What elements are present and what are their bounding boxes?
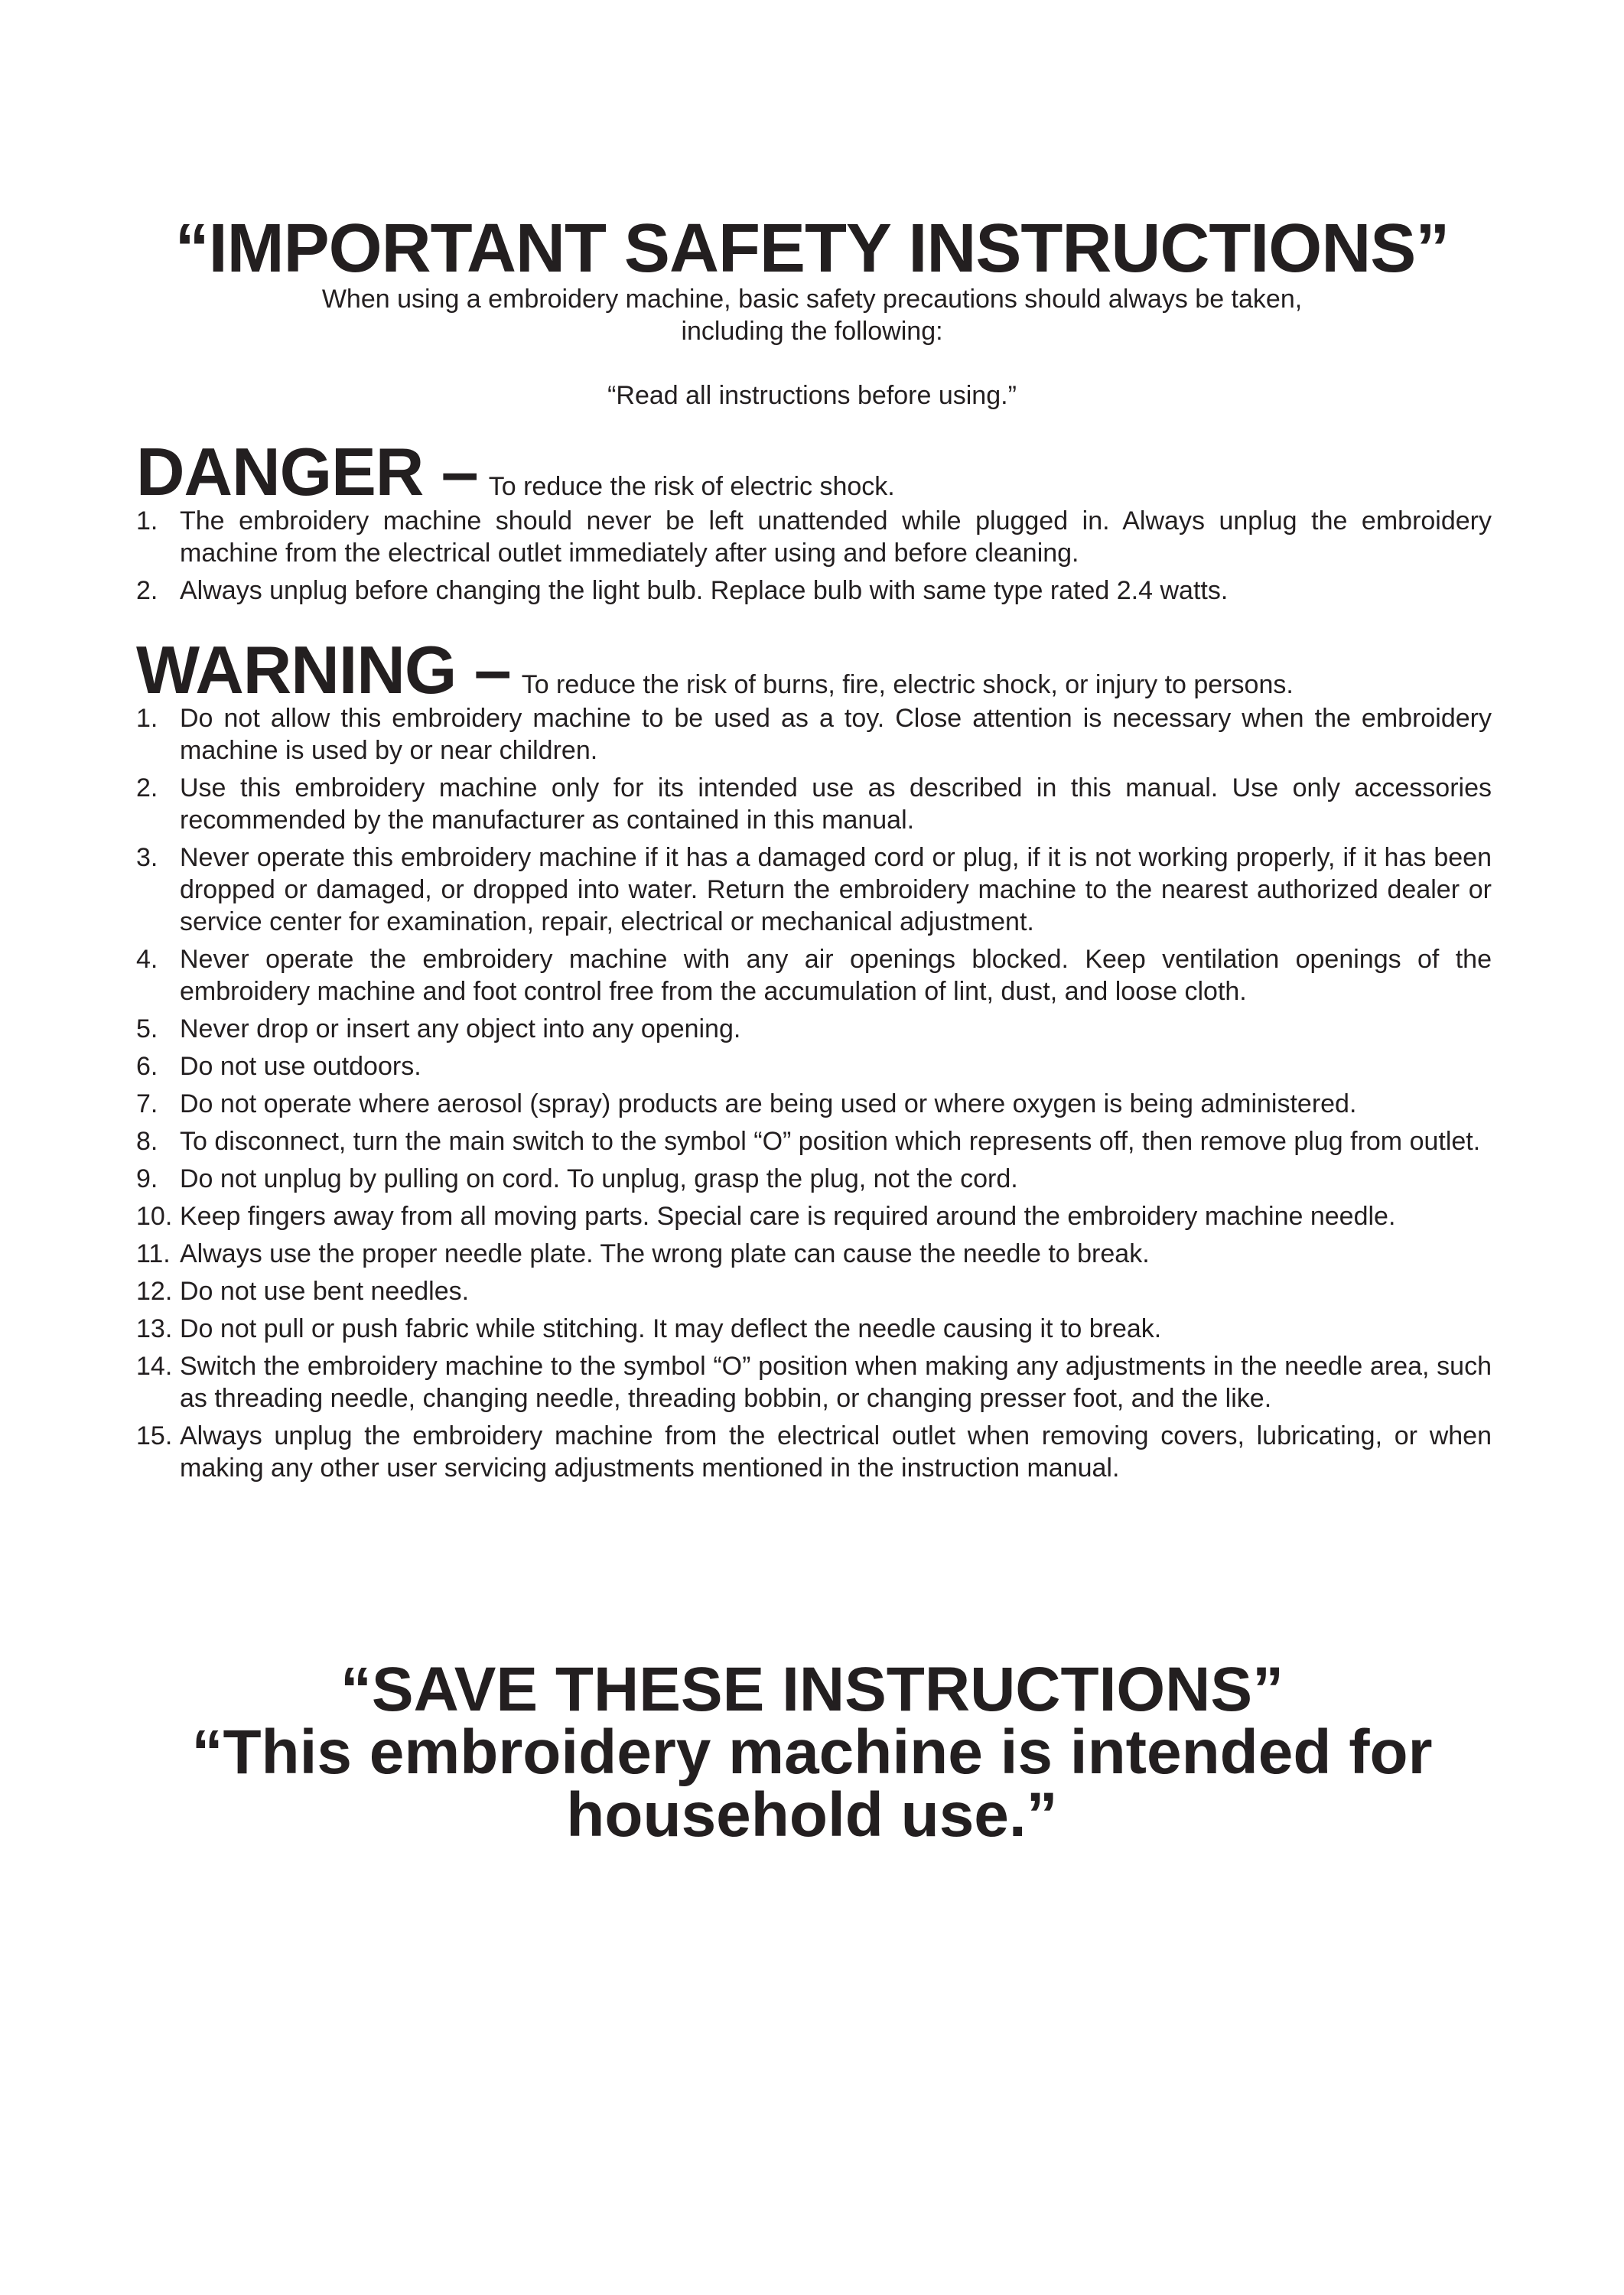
list-item (136, 1350, 1492, 1414)
save-instructions-heading: “SAVE THESE INSTRUCTIONS” (340, 1655, 1284, 1724)
list-item-text: Do not operate where aerosol (spray) products are being used or where oxygen is being administered. (180, 1089, 1357, 1118)
list-item-number: 15. (136, 1421, 173, 1450)
list-item-number: 11. (136, 1239, 171, 1268)
list-item (136, 1420, 1492, 1484)
household-use-line-2: household use.” (566, 1780, 1058, 1850)
list-item (136, 842, 1492, 938)
intro-text (0, 283, 1624, 347)
list-item-number: 9. (136, 1164, 158, 1193)
list-item (136, 1050, 1492, 1082)
list-item-number: 7. (136, 1089, 158, 1118)
list-item (136, 575, 1492, 607)
list-item-text: Do not unplug by pulling on cord. To unplug, grasp the plug, not the cord. (180, 1164, 1018, 1193)
list-item-number: 1. (136, 506, 158, 536)
warning-heading-label: WARNING – (136, 632, 511, 708)
list-item-number: 12. (136, 1277, 173, 1306)
list-item-number: 1. (136, 704, 158, 733)
list-item (136, 1200, 1492, 1232)
list-item (136, 702, 1492, 767)
list-item (136, 1275, 1492, 1307)
list-item (136, 1313, 1492, 1345)
list-item-number: 2. (136, 576, 158, 605)
list-item-number: 8. (136, 1127, 158, 1156)
danger-subheading: To reduce the risk of electric shock. (488, 472, 895, 501)
list-item-text: Keep fingers away from all moving parts. Special care is required around the embroidery machine needle. (180, 1202, 1396, 1231)
warning-subheading: To reduce the risk of burns, fire, electric shock, or injury to persons. (521, 670, 1294, 699)
list-item-text: Switch the embroidery machine to the symbol “O” position when making any adjustments in the needle area, such as threading needle, changing needle, threading bobbin, or changing presser foot, and the like. (180, 1352, 1492, 1413)
list-item (136, 1238, 1492, 1270)
list-item-text: Use this embroidery machine only for its intended use as described in this manual. Use only accessories recommended by the manufacturer as contained in this manual. (180, 773, 1492, 835)
list-item-text: Always unplug the embroidery machine from the electrical outlet when removing covers, lubricating, or when making any other user servicing adjustments mentioned in the instruction manual. (180, 1421, 1492, 1483)
danger-heading-label: DANGER – (136, 434, 478, 509)
list-item (136, 1125, 1492, 1157)
list-item-text: To disconnect, turn the main switch to the symbol “O” position which represents off, then remove plug from outlet. (180, 1127, 1481, 1156)
danger-list (136, 505, 1492, 612)
list-item (136, 1163, 1492, 1195)
list-item (136, 505, 1492, 569)
list-item-number: 4. (136, 945, 158, 974)
list-item-text: Do not pull or push fabric while stitching. It may deflect the needle causing it to break. (180, 1314, 1162, 1343)
intro-line-2: including the following: (681, 317, 943, 346)
list-item-text: Always use the proper needle plate. The wrong plate can cause the needle to break. (180, 1239, 1150, 1268)
list-item (136, 1013, 1492, 1045)
list-item-number: 2. (136, 773, 158, 802)
list-item-text: Do not use bent needles. (180, 1277, 470, 1306)
page-title: “IMPORTANT SAFETY INSTRUCTIONS” (174, 210, 1450, 287)
list-item-text: Do not allow this embroidery machine to be used as a toy. Close attention is necessary when the embroidery machine is used by or near children. (180, 704, 1492, 765)
household-use-line-1: “This embroidery machine is intended for (191, 1717, 1433, 1787)
list-item-number: 6. (136, 1052, 158, 1081)
list-item-number: 10. (136, 1202, 173, 1231)
list-item-text: Never operate this embroidery machine if it has a damaged cord or plug, if it is not working properly, if it has been dropped or damaged, or dropped into water. Return the embroidery machine to the nearest authorized dealer or service center for examination, repair, electrical or mechanical adjustment. (180, 843, 1492, 936)
save-instructions-block (0, 1655, 1624, 1850)
warning-list (136, 702, 1492, 1489)
list-item (136, 943, 1492, 1008)
list-item-text: Always unplug before changing the light bulb. Replace bulb with same type rated 2.4 watts. (180, 576, 1229, 605)
list-item-text: Never operate the embroidery machine with any air openings blocked. Keep ventilation openings of the embroidery machine and foot control free from the accumulation of lint, dust, and loose cloth. (180, 945, 1492, 1006)
read-all-instructions-note: “Read all instructions before using.” (607, 381, 1017, 410)
list-item-text: The embroidery machine should never be left unattended while plugged in. Always unplug the embroidery machine from the electrical outlet immediately after using and before cleaning. (180, 506, 1492, 568)
list-item (136, 1088, 1492, 1120)
list-item-number: 3. (136, 843, 158, 872)
list-item-number: 5. (136, 1014, 158, 1043)
list-item (136, 772, 1492, 836)
list-item-number: 13. (136, 1314, 173, 1343)
intro-line-1: When using a embroidery machine, basic safety precautions should always be taken, (321, 285, 1303, 314)
list-item-text: Do not use outdoors. (180, 1052, 421, 1081)
list-item-text: Never drop or insert any object into any opening. (180, 1014, 741, 1043)
list-item-number: 14. (136, 1352, 173, 1381)
